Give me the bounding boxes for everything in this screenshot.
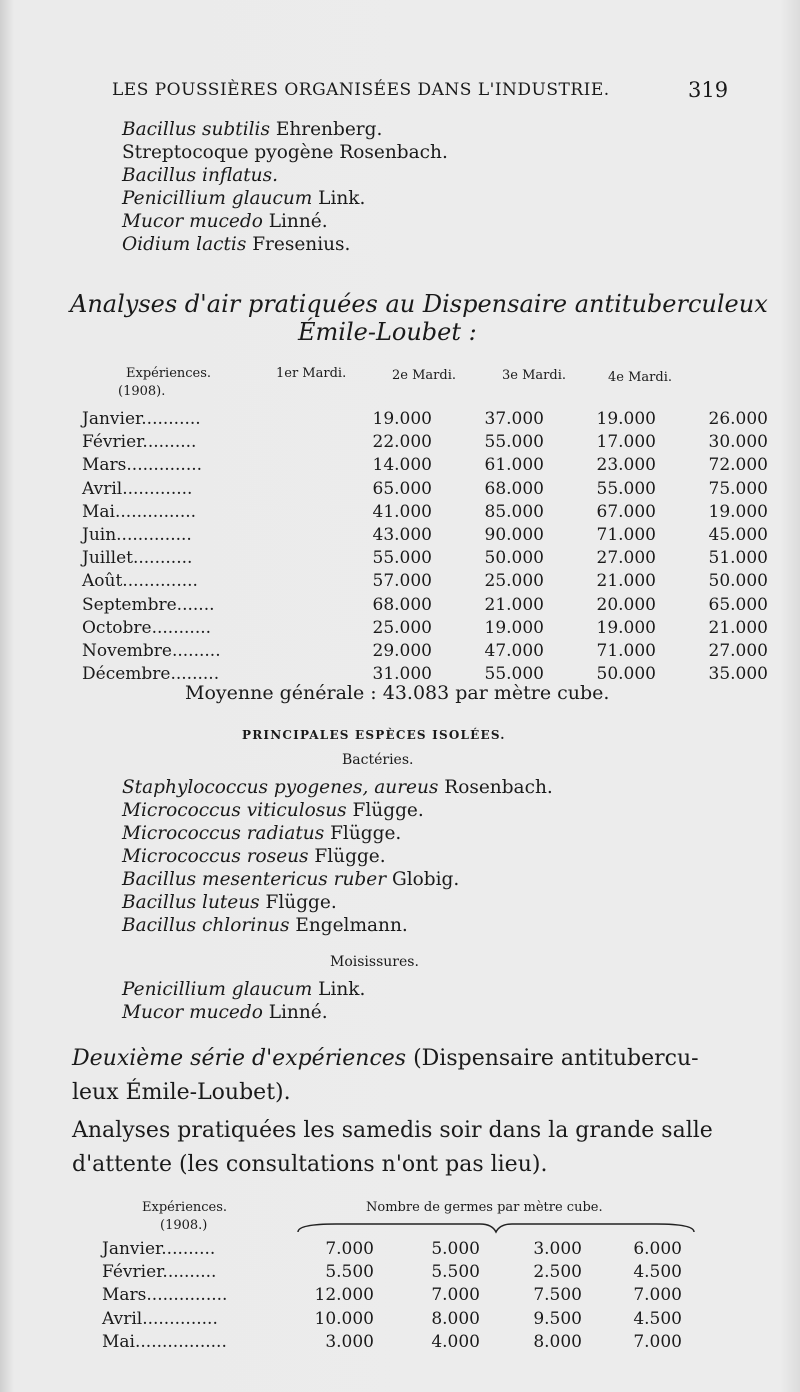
section1-heading-line1: Analyses d'air pratiquées au Dispensaire antituberculeux bbox=[70, 290, 768, 318]
list-item: Micrococcus roseus Flügge. bbox=[122, 846, 386, 867]
table-row: Avril.............. 10.000 8.000 9.500 4.500 bbox=[102, 1308, 682, 1329]
top-species-list bbox=[122, 118, 448, 256]
list-item: Bacillus inflatus. bbox=[122, 165, 278, 186]
col-header-germs: Nombre de germes par mètre cube. bbox=[366, 1200, 603, 1215]
table-row: Janvier.......... 7.000 5.000 3.000 6.000 bbox=[102, 1239, 682, 1259]
table-row: Mars............... 12.000 7.000 7.500 7.000 bbox=[102, 1285, 682, 1306]
list-item: Mucor mucedo Linné. bbox=[122, 1002, 328, 1023]
table-row: Mai................. 3.000 4.000 8.000 7.000 bbox=[102, 1331, 682, 1352]
section2-title-line1: Deuxième série d'expériences (Dispensaire antitubercu- bbox=[72, 1046, 699, 1071]
table-row: Février.......... 22.000 55.000 17.000 30.000 bbox=[82, 432, 768, 453]
table-row: Juillet........... 55.000 50.000 27.000 51.000 bbox=[82, 548, 768, 569]
table-row: Juin.............. 43.000 90.000 71.000 45.000 bbox=[82, 525, 768, 546]
col-experiences-2: Expériences. bbox=[142, 1200, 228, 1215]
table-row: Janvier........... 19.000 37.000 19.000 26.000 bbox=[82, 409, 768, 429]
list-item: Micrococcus viticulosus Flügge. bbox=[122, 800, 424, 821]
table-row: Octobre........... 25.000 19.000 19.000 21.000 bbox=[82, 617, 768, 638]
table-row: Novembre......... 29.000 47.000 71.000 27.000 bbox=[82, 641, 768, 662]
col-experiences: Expériences. bbox=[126, 366, 212, 381]
moulds-heading: Moisissures. bbox=[330, 954, 419, 970]
bacteria-list bbox=[122, 776, 553, 937]
col-first-tuesday: 1er Mardi. bbox=[276, 366, 347, 381]
moulds-list bbox=[122, 978, 365, 1024]
page-number: 319 bbox=[688, 78, 729, 102]
list-item: Bacillus subtilis Ehrenberg. bbox=[122, 119, 383, 140]
species-heading: PRINCIPALES ESPÈCES ISOLÉES. bbox=[242, 728, 506, 742]
brace-line bbox=[296, 1220, 696, 1236]
list-item: Penicillium glaucum Link. bbox=[122, 979, 366, 1000]
list-item: Bacillus luteus Flügge. bbox=[122, 892, 337, 913]
table-row: Août.............. 57.000 25.000 21.000 50.000 bbox=[82, 571, 768, 592]
bacteria-heading: Bactéries. bbox=[342, 752, 414, 768]
section2-paragraph-line1: Analyses pratiquées les samedis soir dans la grande salle bbox=[72, 1118, 713, 1143]
list-item: Bacillus mesentericus ruber Globig. bbox=[122, 869, 460, 890]
list-item: Mucor mucedo Linné. bbox=[122, 211, 328, 232]
list-item: Micrococcus radiatus Flügge. bbox=[122, 823, 402, 844]
col-third-tuesday: 3e Mardi. bbox=[502, 368, 566, 383]
list-item: Oidium lactis Fresenius. bbox=[122, 234, 351, 255]
list-item: Bacillus chlorinus Engelmann. bbox=[122, 915, 408, 936]
table-row: Mars.............. 14.000 61.000 23.000 72.000 bbox=[82, 455, 768, 476]
list-item: Penicillium glaucum Link. bbox=[122, 188, 366, 209]
section2-title-line2: leux Émile-Loubet). bbox=[72, 1080, 291, 1105]
monthly-table-2 bbox=[102, 1238, 682, 1354]
table-row: Avril............. 65.000 68.000 55.000 75.000 bbox=[82, 478, 768, 499]
running-header: LES POUSSIÈRES ORGANISÉES DANS L'INDUSTRIE. bbox=[112, 80, 610, 100]
section1-heading-line2: Émile-Loubet : bbox=[298, 318, 477, 346]
monthly-table-1 bbox=[82, 408, 768, 686]
list-item: Streptocoque pyogène Rosenbach. bbox=[122, 142, 448, 163]
table-row: Septembre....... 68.000 21.000 20.000 65.000 bbox=[82, 594, 768, 615]
col-year: (1908). bbox=[118, 384, 166, 399]
col-fourth-tuesday: 4e Mardi. bbox=[608, 370, 672, 385]
list-item: Staphylococcus pyogenes, aureus Rosenbach. bbox=[122, 777, 553, 798]
table-row: Décembre......... 31.000 55.000 50.000 35.000 bbox=[82, 664, 768, 685]
section2-paragraph-line2: d'attente (les consultations n'ont pas lieu). bbox=[72, 1152, 548, 1177]
table-row: Mai............... 41.000 85.000 67.000 19.000 bbox=[82, 501, 768, 522]
col-second-tuesday: 2e Mardi. bbox=[392, 368, 456, 383]
table-row: Février.......... 5.500 5.500 2.500 4.500 bbox=[102, 1262, 682, 1283]
col-year-2: (1908.) bbox=[160, 1218, 208, 1233]
average-line: Moyenne générale : 43.083 par mètre cube. bbox=[185, 682, 610, 704]
